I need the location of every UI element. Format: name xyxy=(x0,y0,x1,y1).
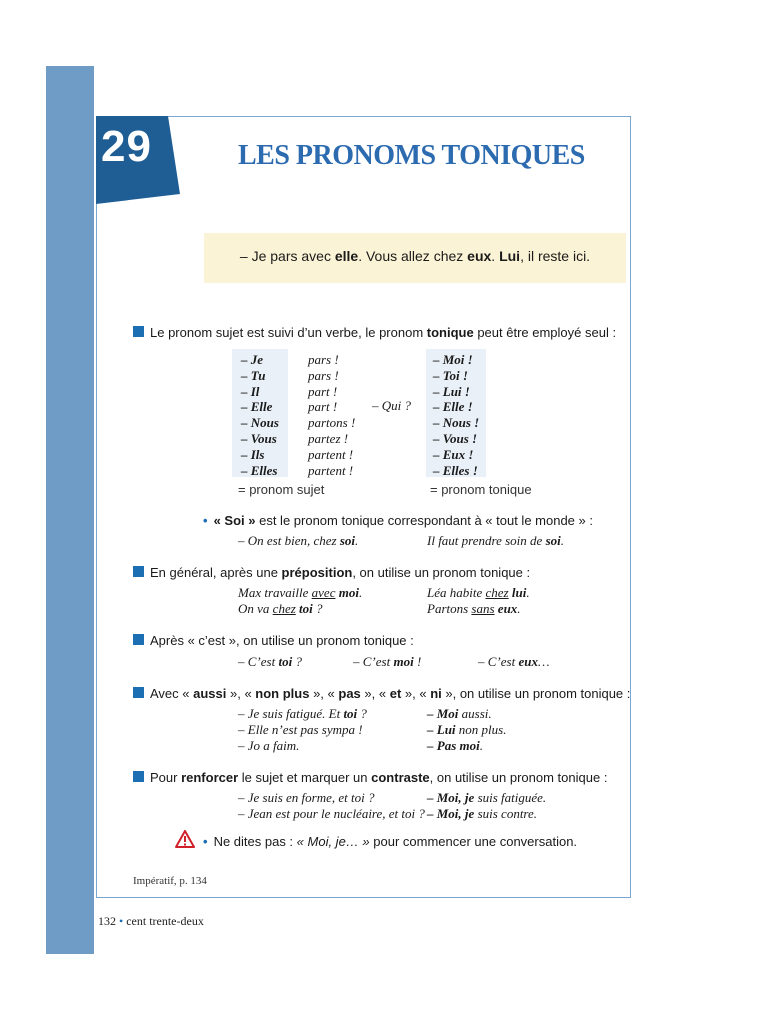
page-side-band xyxy=(46,66,94,954)
aussi-example-3: – Jo a faim. xyxy=(238,738,300,753)
verb-form: partent ! xyxy=(308,446,354,462)
cest-example-1: – C’est toi ? xyxy=(238,654,302,669)
tonic-pronoun: – Nous ! xyxy=(433,415,480,431)
contrast-answer-2: – Moi, je suis contre. xyxy=(427,806,538,821)
rule-3: Après « c’est », on utilise un pronom tonique : xyxy=(133,633,414,648)
tonic-pronoun: – Toi ! xyxy=(433,367,468,383)
verb-form: part ! xyxy=(308,383,338,399)
contrast-example-2: – Jean est pour le nucléaire, et toi ? xyxy=(238,806,425,821)
subject-pronoun: – Ils xyxy=(241,446,265,462)
soi-example-2: Il faut prendre soin de soi. xyxy=(427,533,564,548)
aussi-answer-1: – Moi aussi. xyxy=(427,706,492,721)
preposition-example-3: Léa habite chez lui. xyxy=(427,585,530,600)
tonic-pronoun: – Elle ! xyxy=(433,399,473,415)
preposition-example-4: Partons sans eux. xyxy=(427,601,521,616)
contrast-example-1: – Je suis en forme, et toi ? xyxy=(238,790,375,805)
square-bullet-icon xyxy=(133,566,144,577)
rule-1: Le pronom sujet est suivi d’un verbe, le pronom tonique peut être employé seul : xyxy=(133,325,616,340)
preposition-example-2: On va chez toi ? xyxy=(238,601,323,616)
example-sentence: – Je pars avec elle. Vous allez chez eux. Lui, il reste ici. xyxy=(239,248,591,264)
verb-form: pars ! xyxy=(308,352,339,367)
verb-form: part ! xyxy=(308,399,338,415)
verb-form: partons ! xyxy=(308,415,356,431)
square-bullet-icon xyxy=(133,634,144,645)
tonic-pronoun: – Elles ! xyxy=(433,462,478,478)
page-title: LES PRONOMS TONIQUES xyxy=(238,140,585,171)
tonic-pronoun: – Vous ! xyxy=(433,431,478,446)
subject-label: = pronom sujet xyxy=(238,482,325,497)
page-footer: 132 • cent trente-deux xyxy=(98,914,204,928)
preposition-example-1: Max travaille avec moi. xyxy=(238,585,363,600)
example-box xyxy=(204,233,626,283)
square-bullet-icon xyxy=(133,326,144,337)
subject-pronoun: – Il xyxy=(241,383,260,399)
square-bullet-icon xyxy=(133,687,144,698)
subject-pronoun: – Vous xyxy=(241,431,277,446)
verb-form: partez ! xyxy=(308,431,349,446)
subject-pronoun: – Elles xyxy=(241,462,278,478)
tonic-pronoun: – Moi ! xyxy=(433,352,473,367)
cest-example-2: – C’est moi ! xyxy=(353,654,422,669)
tonic-label: = pronom tonique xyxy=(430,482,532,497)
warning-text: • Ne dites pas : « Moi, je… » pour commencer une conversation. xyxy=(203,834,578,849)
chapter-number: 29 xyxy=(101,122,152,171)
subject-pronoun: – Je xyxy=(241,352,264,367)
aussi-example-1: – Je suis fatigué. Et toi ? xyxy=(238,706,367,721)
rule-5: Pour renforcer le sujet et marquer un contraste, on utilise un pronom tonique : xyxy=(133,770,607,785)
cross-reference: Impératif, p. 134 xyxy=(133,875,207,887)
subject-pronoun: – Tu xyxy=(241,367,266,383)
soi-example-1: – On est bien, chez soi. xyxy=(238,533,359,548)
question-cell: – Qui ? xyxy=(372,398,411,413)
verb-form: pars ! xyxy=(308,367,339,383)
aussi-answer-2: – Lui non plus. xyxy=(427,722,507,737)
rule-2: En général, après une préposition, on utilise un pronom tonique : xyxy=(133,565,530,580)
square-bullet-icon xyxy=(133,771,144,782)
verb-form: partent ! xyxy=(308,462,354,478)
contrast-answer-1: – Moi, je suis fatiguée. xyxy=(427,790,547,805)
tonic-pronoun: – Eux ! xyxy=(433,446,474,462)
tonic-pronoun: – Lui ! xyxy=(433,383,470,399)
subject-pronoun: – Elle xyxy=(241,399,273,415)
cest-example-3: – C’est eux… xyxy=(478,654,550,669)
aussi-example-2: – Elle n’est pas sympa ! xyxy=(238,722,363,737)
rule-4: Avec « aussi », « non plus », « pas », « et », « ni », on utilise un pronom tonique : xyxy=(133,686,630,701)
warning-icon xyxy=(175,830,195,853)
soi-rule: • « Soi » est le pronom tonique correspondant à « tout le monde » : xyxy=(203,513,593,528)
subject-pronoun: – Nous xyxy=(241,415,279,431)
aussi-answer-3: – Pas moi. xyxy=(427,738,483,753)
